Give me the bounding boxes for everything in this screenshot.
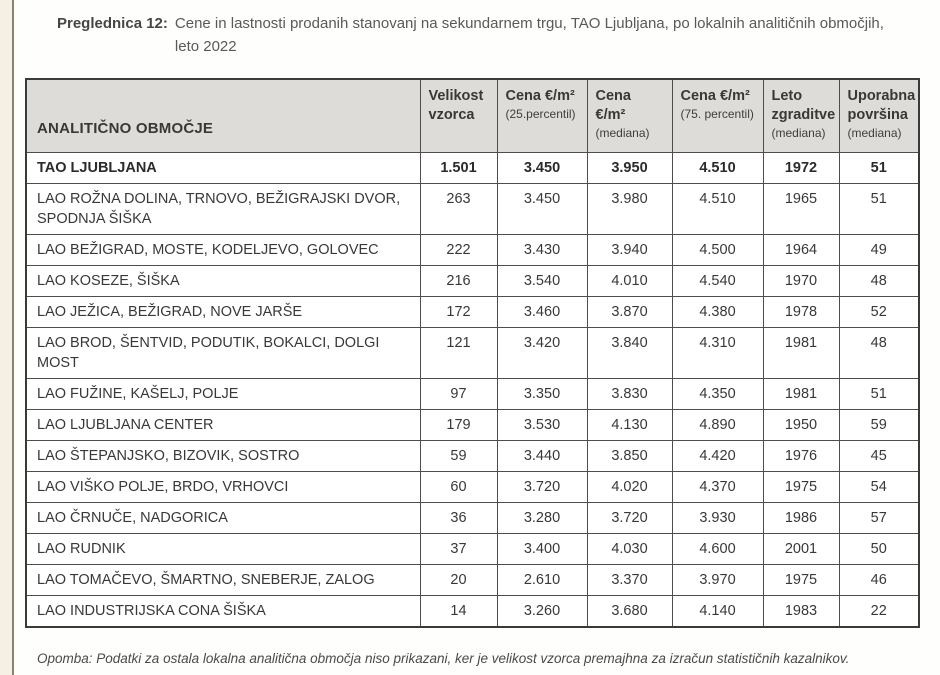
value-cell: 1978 [763,297,839,328]
value-cell: 4.350 [672,379,763,410]
column-header-price-median [587,79,672,153]
table-row [26,266,919,297]
value-cell: 3.420 [497,328,587,379]
value-cell: 3.280 [497,503,587,534]
table-row [26,503,919,534]
value-cell: 57 [839,503,919,534]
value-cell: 1975 [763,565,839,596]
value-cell: 4.510 [672,184,763,235]
table-row [26,184,919,235]
area-name-cell: LAO VIŠKO POLJE, BRDO, VRHOVCI [26,472,420,503]
value-cell: 3.970 [672,565,763,596]
table-header [26,79,919,153]
value-cell: 1964 [763,235,839,266]
value-cell: 2.610 [497,565,587,596]
value-cell: 3.950 [587,153,672,184]
value-cell: 59 [420,441,497,472]
table-body [26,153,919,628]
column-header-sample-size [420,79,497,153]
table-row [26,565,919,596]
value-cell: 1972 [763,153,839,184]
area-name-cell: LAO BROD, ŠENTVID, PODUTIK, BOKALCI, DOLGI MOST [26,328,420,379]
value-cell: 3.350 [497,379,587,410]
value-cell: 59 [839,410,919,441]
value-cell: 3.850 [587,441,672,472]
table-row [26,328,919,379]
area-name-cell: LAO TOMAČEVO, ŠMARTNO, SNEBERJE, ZALOG [26,565,420,596]
value-cell: 3.460 [497,297,587,328]
value-cell: 3.440 [497,441,587,472]
value-cell: 4.140 [672,596,763,628]
area-name-cell: LAO ŠTEPANJSKO, BIZOVIK, SOSTRO [26,441,420,472]
value-cell: 4.510 [672,153,763,184]
table-row [26,534,919,565]
value-cell: 121 [420,328,497,379]
value-cell: 3.870 [587,297,672,328]
value-cell: 4.310 [672,328,763,379]
value-cell: 50 [839,534,919,565]
value-cell: 4.370 [672,472,763,503]
value-cell: 2001 [763,534,839,565]
value-cell: 1965 [763,184,839,235]
value-cell: 46 [839,565,919,596]
value-cell: 4.380 [672,297,763,328]
table-row [26,297,919,328]
column-header-usable-area [839,79,919,153]
table-caption [57,12,918,58]
value-cell: 1981 [763,328,839,379]
value-cell: 60 [420,472,497,503]
value-cell: 3.450 [497,153,587,184]
value-cell: 3.840 [587,328,672,379]
column-header-label: Cena €/m² [505,88,575,104]
area-name-cell: LAO FUŽINE, KAŠELJ, POLJE [26,379,420,410]
value-cell: 49 [839,235,919,266]
area-name-cell: LAO KOSEZE, ŠIŠKA [26,266,420,297]
page-content [25,12,918,669]
value-cell: 3.450 [497,184,587,235]
value-cell: 263 [420,184,497,235]
value-cell: 1975 [763,472,839,503]
column-header-sublabel: (75. percentil) [680,107,754,121]
value-cell: 22 [839,596,919,628]
page-edge-strip [0,0,14,675]
value-cell: 1981 [763,379,839,410]
value-cell: 3.540 [497,266,587,297]
value-cell: 37 [420,534,497,565]
value-cell: 3.680 [587,596,672,628]
value-cell: 4.500 [672,235,763,266]
value-cell: 3.720 [587,503,672,534]
value-cell: 51 [839,153,919,184]
value-cell: 4.600 [672,534,763,565]
value-cell: 4.540 [672,266,763,297]
value-cell: 4.020 [587,472,672,503]
table-header-row [26,79,919,153]
value-cell: 1.501 [420,153,497,184]
value-cell: 1970 [763,266,839,297]
value-cell: 179 [420,410,497,441]
value-cell: 3.940 [587,235,672,266]
value-cell: 4.010 [587,266,672,297]
table-row [26,410,919,441]
table-row [26,153,919,184]
table-row [26,472,919,503]
column-header-sublabel: (mediana) [771,126,826,140]
value-cell: 3.430 [497,235,587,266]
value-cell: 3.400 [497,534,587,565]
value-cell: 216 [420,266,497,297]
value-cell: 45 [839,441,919,472]
table-caption-label: Preglednica 12: [57,15,168,32]
value-cell: 51 [839,184,919,235]
column-header-label: Uporabna površina [847,88,916,123]
table-caption-text: Cene in lastnosti prodanih stanovanj na sekundarnem trgu, TAO Ljubljana, po lokalnih analitičnih območjih, leto 2022 [174,15,884,55]
value-cell: 4.130 [587,410,672,441]
value-cell: 48 [839,328,919,379]
value-cell: 3.980 [587,184,672,235]
value-cell: 3.260 [497,596,587,628]
area-name-cell: LAO ROŽNA DOLINA, TRNOVO, BEŽIGRAJSKI DVOR, SPODNJA ŠIŠKA [26,184,420,235]
column-header-price-p25 [497,79,587,153]
column-header-sublabel: (mediana) [847,126,902,140]
area-name-cell: LAO LJUBLJANA CENTER [26,410,420,441]
table-row [26,379,919,410]
column-header-sublabel: (mediana) [595,126,650,140]
footnote: Opomba: Podatki za ostala lokalna analitična območja niso prikazani, ker je velikost vzorca premajhna za izračun statističnih kazalnikov. [37,651,850,666]
value-cell: 3.830 [587,379,672,410]
value-cell: 3.530 [497,410,587,441]
value-cell: 14 [420,596,497,628]
value-cell: 20 [420,565,497,596]
value-cell: 222 [420,235,497,266]
table-row [26,441,919,472]
column-header-sublabel: (25.percentil) [505,107,576,121]
value-cell: 36 [420,503,497,534]
value-cell: 3.720 [497,472,587,503]
column-header-label: Cena €/m² [595,88,631,123]
area-name-cell: TAO LJUBLJANA [26,153,420,184]
value-cell: 51 [839,379,919,410]
value-cell: 172 [420,297,497,328]
area-name-cell: LAO BEŽIGRAD, MOSTE, KODELJEVO, GOLOVEC [26,235,420,266]
column-header-label: Cena €/m² [680,88,750,104]
value-cell: 1986 [763,503,839,534]
column-header-label: Velikost vzorca [428,88,484,123]
value-cell: 1950 [763,410,839,441]
column-header-label: Leto zgraditve [771,88,836,123]
value-cell: 4.420 [672,441,763,472]
column-header-label: ANALITIČNO OBMOČJE [37,120,214,137]
value-cell: 52 [839,297,919,328]
value-cell: 4.890 [672,410,763,441]
area-name-cell: LAO JEŽICA, BEŽIGRAD, NOVE JARŠE [26,297,420,328]
value-cell: 1976 [763,441,839,472]
area-name-cell: LAO RUDNIK [26,534,420,565]
value-cell: 4.030 [587,534,672,565]
area-name-cell: LAO INDUSTRIJSKA CONA ŠIŠKA [26,596,420,628]
column-header-area [26,79,420,153]
table-row [26,235,919,266]
value-cell: 1983 [763,596,839,628]
column-header-year-built [763,79,839,153]
value-cell: 48 [839,266,919,297]
value-cell: 54 [839,472,919,503]
column-header-price-p75 [672,79,763,153]
prices-table [25,78,920,628]
value-cell: 3.930 [672,503,763,534]
area-name-cell: LAO ČRNUČE, NADGORICA [26,503,420,534]
value-cell: 97 [420,379,497,410]
table-row [26,596,919,628]
value-cell: 3.370 [587,565,672,596]
